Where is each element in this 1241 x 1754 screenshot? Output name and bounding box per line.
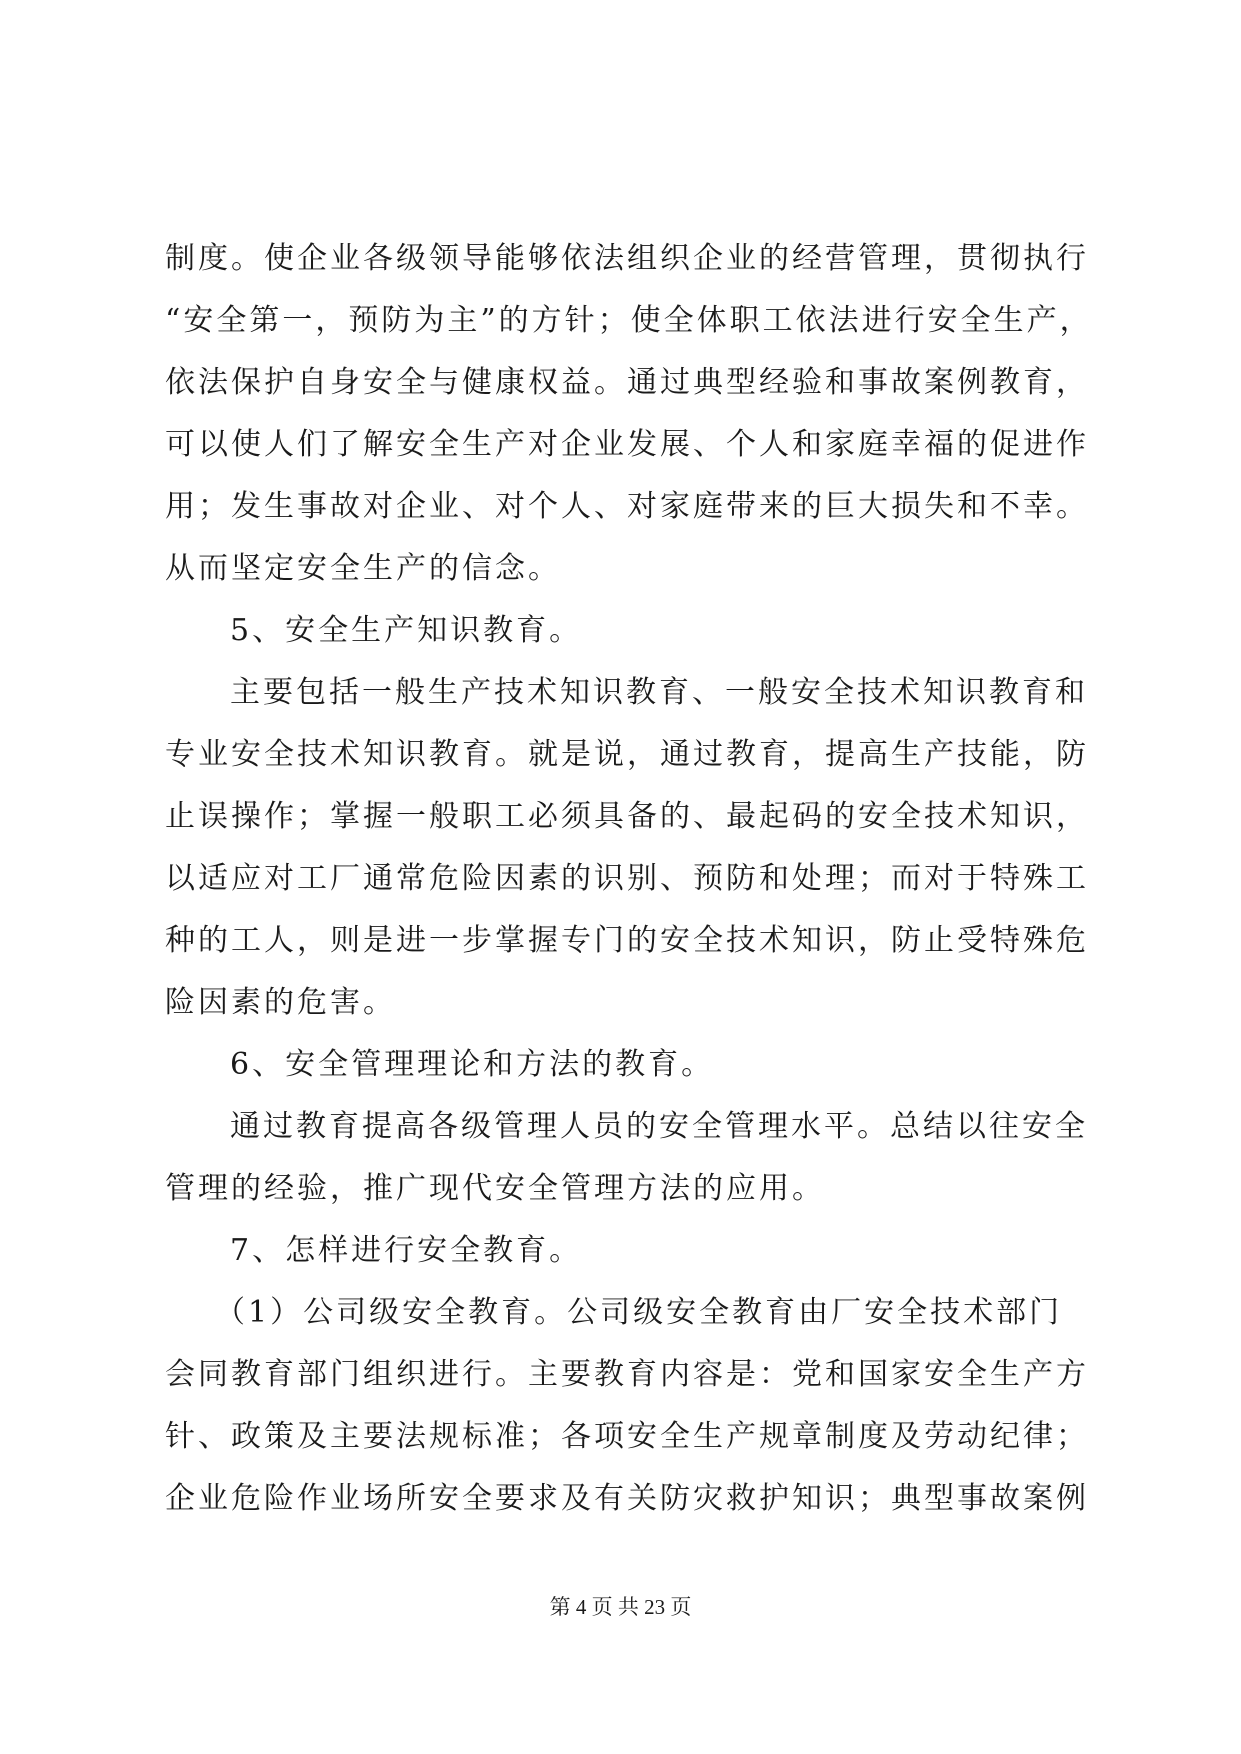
text-line-15: 通过教育提高各级管理人员的安全管理水平。总结以往安全 [230,1109,1088,1144]
text-line-5: 用；发生事故对企业、对个人、对家庭带来的巨大损失和不幸。 [165,489,1089,524]
text-line-3: 依法保护自身安全与健康权益。通过典型经验和事故案例教育， [165,365,1089,400]
section-heading-7: 7、怎样进行安全教育。 [230,1233,583,1268]
section-heading-5: 5、安全生产知识教育。 [230,613,583,648]
text-line-2: “安全第一，预防为主”的方针；使全体职工依法进行安全生产， [165,303,1093,338]
text-line-1: 制度。使企业各级领导能够依法组织企业的经营管理，贯彻执行 [165,241,1089,276]
text-line-16: 管理的经验，推广现代安全管理方法的应用。 [165,1171,825,1206]
text-line-10: 止误操作；掌握一般职工必须具备的、最起码的安全技术知识， [165,799,1089,834]
page-footer [0,1592,1241,1622]
text-line-19: 会同教育部门组织进行。主要教育内容是：党和国家安全生产方 [165,1357,1089,1392]
section-heading-6: 6、安全管理理论和方法的教育。 [230,1047,715,1082]
text-line-20: 针、政策及主要法规标准；各项安全生产规章制度及劳动纪律； [165,1419,1089,1454]
text-line-21: 企业危险作业场所安全要求及有关防灾救护知识；典型事故案例 [165,1481,1089,1516]
body-text [165,228,1093,1530]
text-line-18: （1）公司级安全教育。公司级安全教育由厂安全技术部门 [215,1295,1063,1330]
text-line-11: 以适应对工厂通常危险因素的识别、预防和处理；而对于特殊工 [165,861,1089,896]
text-line-8: 主要包括一般生产技术知识教育、一般安全技术知识教育和 [230,675,1088,710]
text-line-13: 险因素的危害。 [165,985,396,1020]
text-line-6: 从而坚定安全生产的信念。 [165,551,561,586]
page-number-label: 第 4 页 共 23 页 [549,1595,692,1619]
text-line-12: 种的工人，则是进一步掌握专门的安全技术知识，防止受特殊危 [165,923,1089,958]
text-line-9: 专业安全技术知识教育。就是说，通过教育，提高生产技能，防 [165,737,1089,772]
text-line-4: 可以使人们了解安全生产对企业发展、个人和家庭幸福的促进作 [165,427,1089,462]
